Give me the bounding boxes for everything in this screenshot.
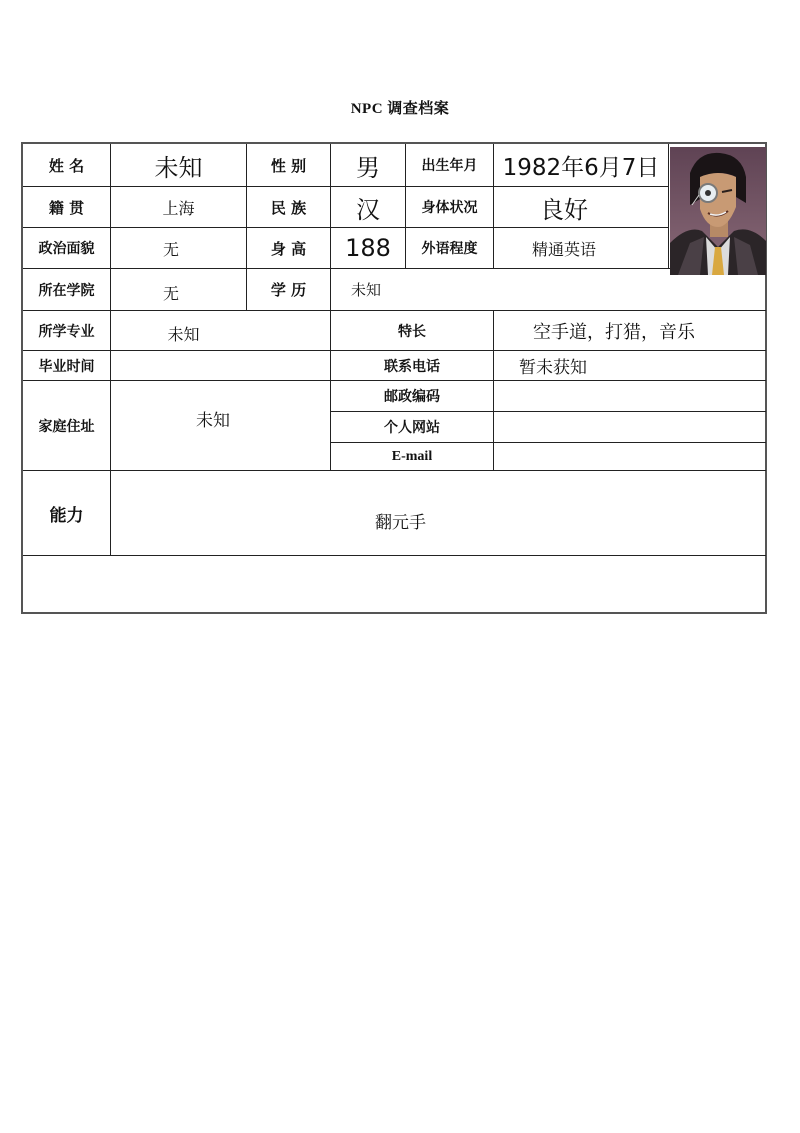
value-native-place: 上海 [162,198,195,218]
label-specialty: 特长 [398,323,426,340]
value-school: 无 [162,284,179,303]
portrait-illustration [670,147,766,275]
col-divider [668,144,669,268]
value-phone: 暂未获知 [519,358,587,378]
label-major: 所学专业 [38,323,95,340]
label-home-address: 家庭住址 [38,418,95,435]
label-language: 外语程度 [421,241,478,257]
value-zip-code [494,381,766,411]
label-ethnic: 民 族 [270,198,307,217]
value-education: 未知 [350,281,381,299]
value-language: 精通英语 [531,239,596,259]
label-name: 姓 名 [48,156,85,175]
value-specialty: 空手道，打猎，音乐 [533,321,695,343]
label-height: 身 高 [270,239,307,258]
value-major: 未知 [167,325,200,344]
value-email [494,443,766,470]
label-health: 身体状况 [421,200,478,216]
value-birth: 1982年6月7日 [502,154,660,181]
label-email: E-mail [391,448,433,464]
remarks-cell [23,556,766,612]
npc-portrait [670,147,766,275]
label-education: 学 历 [270,281,307,299]
label-website: 个人网站 [384,420,440,436]
value-politics: 无 [162,239,179,259]
value-ability: 翻元手 [375,512,426,533]
label-politics: 政治面貌 [38,241,95,257]
label-school: 所在学院 [38,282,95,299]
value-gender: 男 [356,153,380,182]
label-gender: 性 别 [270,156,307,175]
label-birth: 出生年月 [421,158,478,174]
label-zip-code: 邮政编码 [384,389,440,405]
row-divider [23,470,766,471]
value-name: 未知 [154,153,203,182]
value-website [494,412,766,442]
label-graduation-time: 毕业时间 [38,358,95,375]
label-native-place: 籍 贯 [48,198,85,217]
value-home-address: 未知 [196,410,230,431]
value-health: 良好 [540,195,588,224]
value-ethnic: 汉 [356,195,380,224]
label-phone: 联系电话 [384,358,440,375]
value-height: 188 [345,234,391,262]
document-title: NPC 调查档案 [350,101,450,117]
value-graduation-time [111,351,330,380]
label-ability: 能力 [49,506,84,526]
